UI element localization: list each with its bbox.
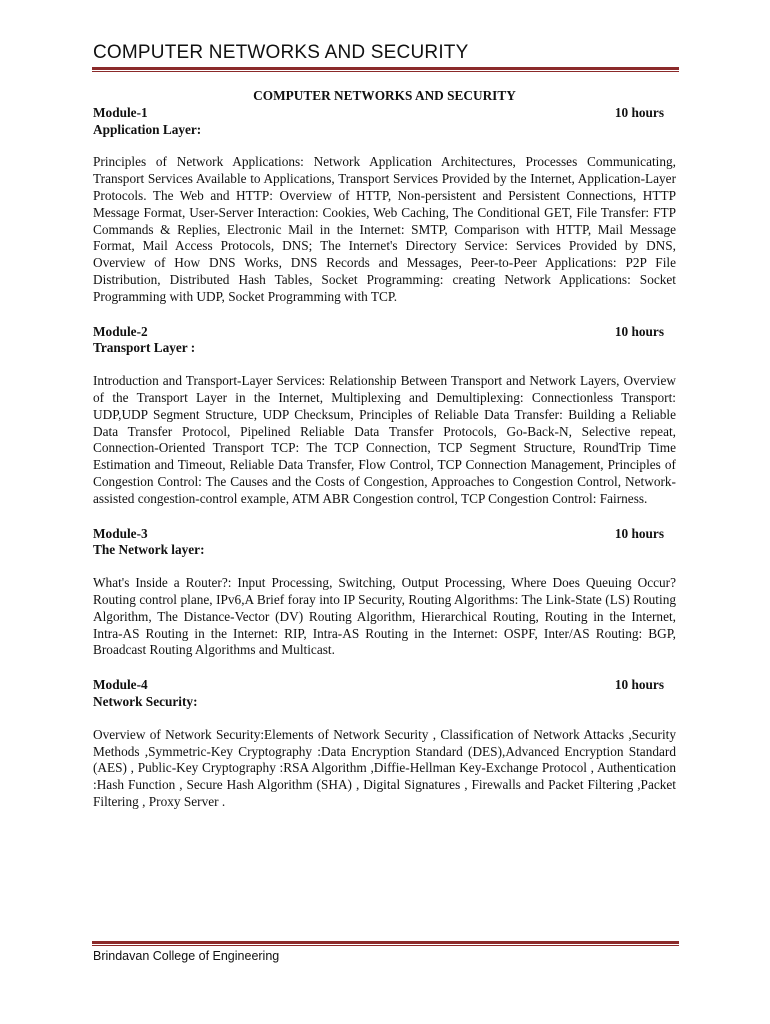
document-body [93, 88, 676, 829]
module-description: Principles of Network Applications: Network Application Architectures, Processes Communicating, Transport Services Available to Applications, Transport Services Provided by the Internet, Application-Layer Protocols. The Web and HTTP: Overview of HTTP, Non-persistent and Persistent Connections, HTTP Message Format, User-Server Interaction: Cookies, Web Caching, The Conditional GET, File Transfer: FTP Commands & Replies, Electronic Mail in the Internet: SMTP, Comparison with HTTP, Mail Message Format, Mail Access Protocols, DNS; The Internet's Directory Service: Services Provided by DNS, Overview of How DNS Works, DNS Records and Messages, Peer-to-Peer Applications: P2P File Distribution, Distributed Hash Tables, Socket Programming: creating Network Applications: Socket Programming with UDP, Socket Programming with TCP. [93, 154, 676, 304]
module-subtitle: Application Layer: [93, 121, 202, 137]
module-description: What's Inside a Router?: Input Processing, Switching, Output Processing, Where Does Queuing Occur? Routing control plane, IPv6,A Brief foray into IP Security, Routing Algorithms: The Link-State (LS) Routing Algorithm, The Distance-Vector (DV) Routing Algorithm, Hierarchical Routing, Routing in the Internet, Intra-AS Routing in the Internet: RIP, Intra-AS Routing in the Internet: OSPF, Inter/AS Routing: BGP, Broadcast Routing Algorithms and Multicast. [93, 575, 676, 658]
module-hours: 10 hours [614, 525, 664, 541]
footer-institution: Brindavan College of Engineering [93, 949, 280, 963]
module-description: Overview of Network Security:Elements of Network Security , Classification of Network Attacks ,Security Methods ,Symmetric-Key Cryptography :Data Encryption Standard (DES),Advanced Encryption Standard (AES) , Public-Key Cryptography :RSA Algorithm ,Diffie-Hellman Key-Exchange Protocol , Authentication :Hash Function , Secure Hash Algorithm (SHA) , Digital Signatures , Firewalls and Packet Filtering ,Packet Filtering , Proxy Server . [93, 726, 676, 809]
module-hours: 10 hours [614, 104, 664, 120]
module-hours: 10 hours [614, 677, 664, 693]
module-2 [93, 324, 676, 508]
module-hours: 10 hours [614, 323, 664, 339]
running-header-title: COMPUTER NETWORKS AND SECURITY [93, 42, 469, 63]
module-3 [93, 526, 676, 660]
header-divider [92, 67, 679, 72]
module-description: Introduction and Transport-Layer Services: Relationship Between Transport and Network Layers, Overview of the Transport Layer in the Internet, Multiplexing and Demultiplexing: Connectionless Transport: UDP,UDP Segment Structure, UDP Checksum, Principles of Reliable Data Transfer: Building a Reliable Data Transfer Protocol, Pipelined Reliable Data Transfer Protocols, Go-Back-N, Selective repeat, Connection-Oriented Transport TCP: The TCP Connection, TCP Segment Structure, RoundTrip Time Estimation and Timeout, Reliable Data Transfer, Flow Control, TCP Connection Management, Principles of Congestion Control: The Causes and the Costs of Congestion, Approaches to Congestion Control, Network-assisted congestion-control example, ATM ABR Congestion control, TCP Congestion Control: Fairness. [93, 373, 676, 506]
module-subtitle: Transport Layer : [93, 340, 196, 356]
module-subtitle: Network Security: [93, 693, 198, 709]
module-label: Module-2 [93, 323, 148, 339]
module-label: Module-1 [93, 104, 148, 120]
module-label: Module-4 [93, 677, 148, 693]
document-title: COMPUTER NETWORKS AND SECURITY [253, 88, 516, 103]
module-1 [93, 105, 676, 306]
module-label: Module-3 [93, 525, 148, 541]
module-subtitle: The Network layer: [93, 542, 205, 558]
module-4 [93, 677, 676, 811]
footer-divider [92, 941, 679, 946]
